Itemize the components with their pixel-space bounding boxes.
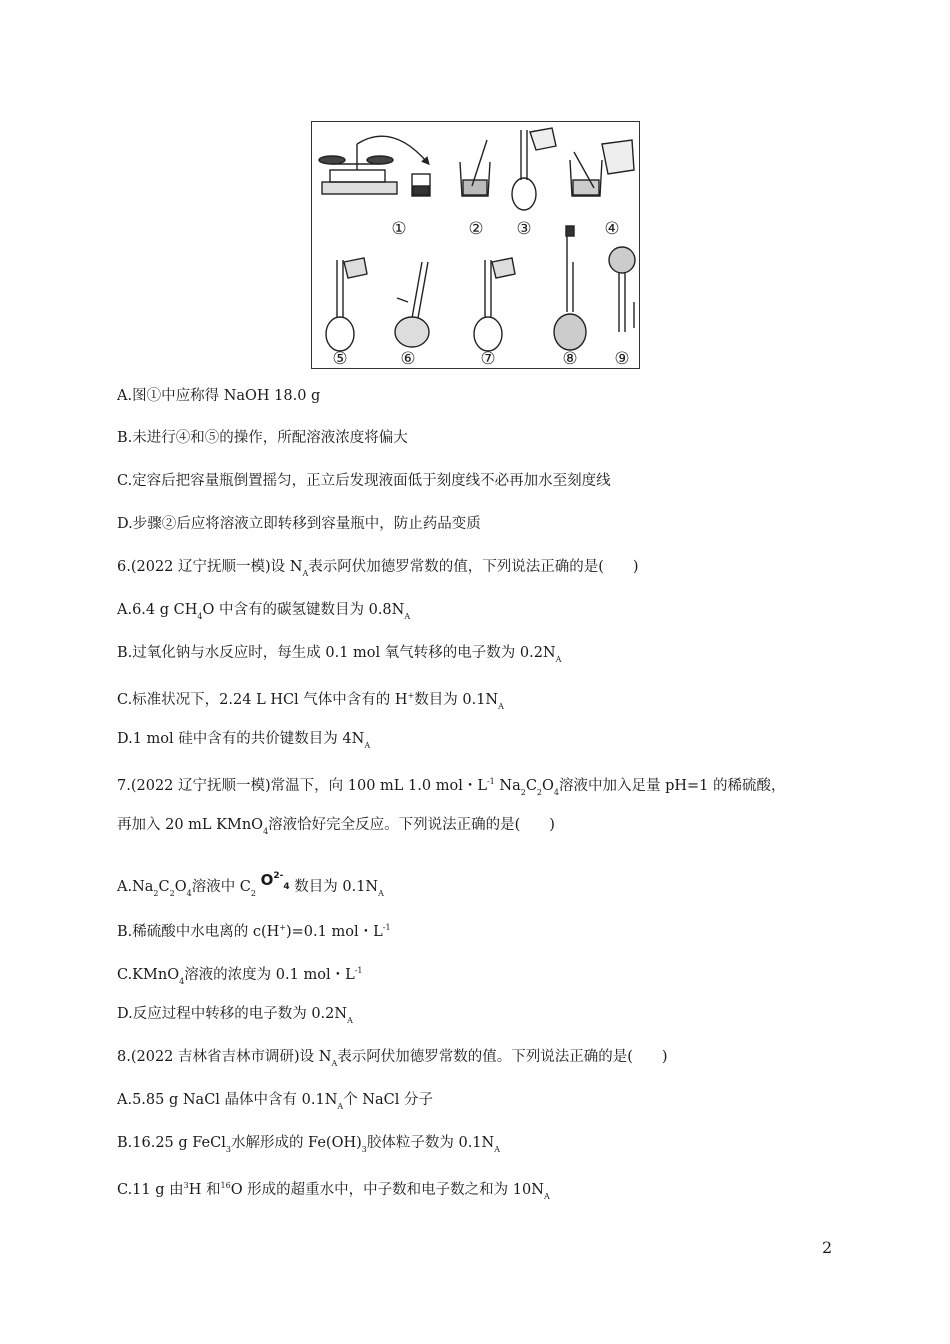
lab-apparatus-figure — [311, 121, 640, 369]
page-number: 2 — [822, 1238, 833, 1257]
flask-swirl-6-icon — [395, 262, 429, 347]
figure-label-9: ⑨ — [614, 349, 630, 368]
dropper-flask-8-icon — [554, 226, 586, 350]
figure-label-4: ④ — [604, 219, 620, 239]
q8-option-c: C.11 g 由$^3$H 和$^{16}$O 形成的超重水中，中子数和电子数之和为 $10N_A$ — [117, 1181, 550, 1201]
figure-label-5: ⑤ — [332, 349, 348, 368]
balance-icon — [319, 136, 427, 194]
q7-stem-line1: 7.(2022 辽宁抚顺一模)常温下，向 100 mL 1.0 mol・$L^{-1}$ $Na_2C_2O_4$溶液中加入足量 pH=1 的稀硫酸， — [117, 777, 786, 797]
beaker-2-icon — [460, 140, 490, 196]
q6-option-d: D.1 mol 硅中含有的共价键数目为 $4N_A$ — [117, 731, 371, 750]
q7-option-d: D.反应过程中转移的电子数为 $0.2N_A$ — [117, 1006, 353, 1025]
q8-option-a: A.5.85 g NaCl 晶体中含有 $0.1N_A$个 NaCl 分子 — [117, 1092, 433, 1111]
oxalate-ion-formula: $O^{2-}_4$ — [260, 871, 290, 892]
figure-label-3: ③ — [516, 219, 532, 239]
q7-option-c: C.KMnO$_4$溶液的浓度为 0.1 mol・$L^{-1}$ — [117, 966, 363, 986]
volumetric-flask-7-icon — [474, 258, 515, 351]
q8-stem: 8.(2022 吉林省吉林市调研)设 $N_A$表示阿伏加德罗常数的值。下列说法正确的是( ) — [117, 1049, 668, 1068]
q5-option-b: B.未进行④和⑤的操作，所配溶液浓度将偏大 — [117, 430, 408, 446]
q7-option-a: $A.Na_2C_2O_4$溶液中 $C_2$ $O^{2-}_4$ 数目为 $0.1N_A$ — [117, 872, 384, 904]
figure-label-6: ⑥ — [400, 349, 416, 368]
figure-label-2: ② — [468, 219, 484, 239]
q5-option-a: A.图①中应称得 NaOH 18.0 g — [117, 388, 321, 404]
inverted-flask-9-icon — [609, 247, 635, 332]
q6-option-a: A.6.4 g $CH_4O$ 中含有的碳氢键数目为 $0.8N_A$ — [117, 602, 411, 621]
figure-label-7: ⑦ — [480, 349, 496, 368]
q6-option-b: B.过氧化钠与水反应时，每生成 0.1 mol 氧气转移的电子数为 $0.2N_A$ — [117, 645, 562, 664]
beaker-1-icon — [412, 174, 430, 196]
volumetric-flask-5-icon — [326, 258, 367, 351]
q5-option-d: D.步骤②后应将溶液立即转移到容量瓶中，防止药品变质 — [117, 516, 481, 532]
q6-stem: 6.(2022 辽宁抚顺一模)设 $N_A$表示阿伏加德罗常数的值，下列说法正确的是( ) — [117, 559, 639, 578]
solution-preparation-steps-diagram — [312, 122, 639, 368]
q6-option-c: C.标准状况下，2.24 L HCl 气体中含有的 H+数目为 $0.1N_A$ — [117, 691, 504, 711]
figure-label-1: ① — [391, 219, 407, 239]
figure-label-8: ⑧ — [562, 349, 578, 368]
q8-option-b: B.16.25 g FeCl$_3$水解形成的 $Fe(OH)_3$胶体粒子数为 $0.1N_A$ — [117, 1135, 500, 1154]
beaker-wash-4-icon — [570, 140, 634, 196]
q5-option-c: C.定容后把容量瓶倒置摇匀，正立后发现液面低于刻度线不必再加水至刻度线 — [117, 473, 611, 489]
volumetric-flask-3-icon — [512, 128, 556, 210]
q7-stem-line2: 再加入 20 mL KMnO$_4$溶液恰好完全反应。下列说法正确的是( ) — [117, 817, 555, 836]
q7-option-b: B.稀硫酸中水电离的 c(H+)=0.1 mol・$L^{-1}$ — [117, 923, 391, 940]
